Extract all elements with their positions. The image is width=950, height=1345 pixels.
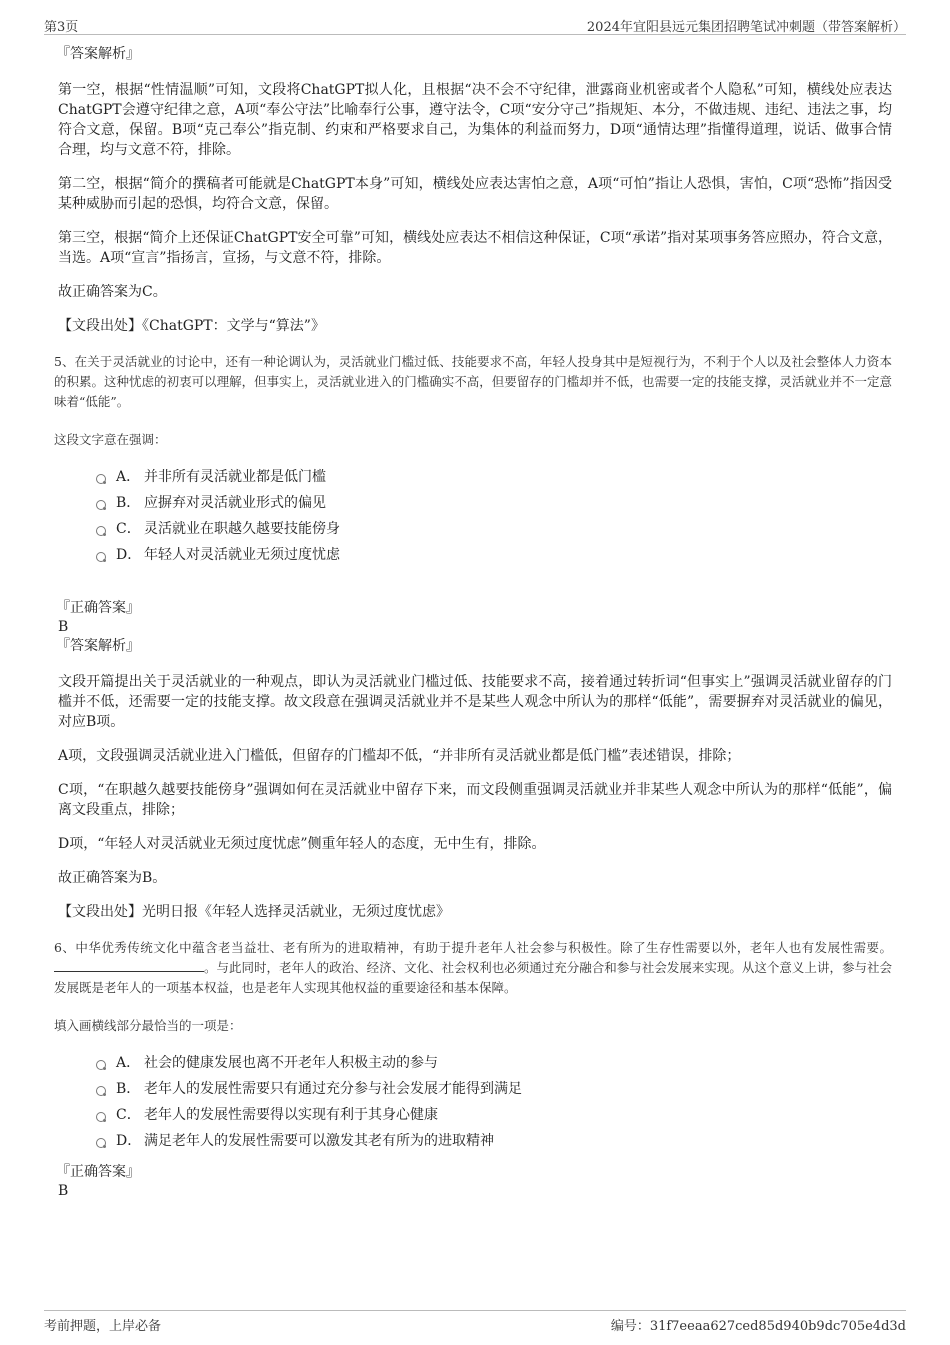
q4-conclusion: 故正确答案为C。 <box>58 284 167 300</box>
radio-icon[interactable] <box>96 500 106 510</box>
option-letter: B． <box>116 495 141 511</box>
option-letter: A． <box>116 469 141 485</box>
q5-source: 【文段出处】光明日报《年轻人选择灵活就业，无须过度忧虑》 <box>58 904 450 920</box>
q5-answer: B <box>58 619 69 635</box>
q5-analysis-paragraph-2: A项，文段强调灵活就业进入门槛低，但留存的门槛却不低，“并非所有灵活就业都是低门槛”表述错误，排除； <box>58 748 741 764</box>
option-text: 灵活就业在职越久越要技能傍身 <box>144 521 340 537</box>
q4-analysis-heading: 『答案解析』 <box>56 46 140 62</box>
q5-option-c[interactable] <box>96 516 892 542</box>
q4-analysis-paragraph-1: 第一空，根据“性情温顺”可知，文段将ChatGPT拟人化，且根据“决不会不守纪律，泄露商业机密或者个人隐私”可知，横线处应表达ChatGPT会遵守纪律之意，A项“奉公守法”比喻奉行公事，遵守法令，C项“安分守己”指规矩、本分，不做违规、违纪、违法之事，均符合文意，保留。B项“克己奉公”指克制、约束和严格要求自己，为集体的利益而努力，D项“通情达理”指懂得道理，说话、做事合情合理，均与文意不符，排除。 <box>58 82 892 158</box>
q5-conclusion: 故正确答案为B。 <box>58 870 167 886</box>
q5-analysis-heading: 『答案解析』 <box>56 638 140 654</box>
option-text: 老年人的发展性需要得以实现有利于其身心健康 <box>144 1107 438 1123</box>
option-text: 满足老年人的发展性需要可以激发其老有所为的进取精神 <box>144 1133 494 1149</box>
q5-option-b[interactable] <box>96 490 892 516</box>
q6-options <box>96 1050 892 1154</box>
q6-option-d[interactable] <box>96 1128 892 1154</box>
page-footer <box>44 1310 906 1337</box>
q4-source: 【文段出处】《ChatGPT：文学与“算法”》 <box>58 318 325 334</box>
option-text: 老年人的发展性需要只有通过充分参与社会发展才能得到满足 <box>144 1081 522 1097</box>
q5-analysis-paragraph-1: 文段开篇提出关于灵活就业的一种观点，即认为灵活就业门槛过低、技能要求不高，接着通过转折词“但事实上”强调灵活就业留存的门槛并不低，还需要一定的技能支撑。故文段意在强调灵活就业并不是某些人观念中所认为的那样“低能”，需要摒弃对灵活就业的偏见，对应B项。 <box>58 674 892 730</box>
option-text: 年轻人对灵活就业无须过度忧虑 <box>144 547 340 563</box>
option-text: 社会的健康发展也离不开老年人积极主动的参与 <box>144 1055 438 1071</box>
q6-stem-before: 6、中华优秀传统文化中蕴含老当益壮、老有所为的进取精神，有助于提升老年人社会参与积极性。除了生存性需要以外，老年人也有发展性需要。 <box>54 940 892 955</box>
radio-icon[interactable] <box>96 1060 106 1070</box>
q6-answer: B <box>58 1183 69 1199</box>
page-header <box>44 14 906 35</box>
option-letter: C． <box>116 1107 141 1123</box>
option-letter: A． <box>116 1055 141 1071</box>
answer-blank <box>54 959 204 972</box>
q5-prompt: 这段文字意在强调： <box>54 432 167 447</box>
radio-icon[interactable] <box>96 1086 106 1096</box>
q5-option-a[interactable] <box>96 464 892 490</box>
page-number: 第3页 <box>44 20 79 35</box>
footer-slogan: 考前押题，上岸必备 <box>44 1319 162 1334</box>
option-letter: D． <box>116 1133 142 1149</box>
option-letter: C． <box>116 521 141 537</box>
radio-icon[interactable] <box>96 526 106 536</box>
radio-icon[interactable] <box>96 1138 106 1148</box>
q6-option-c[interactable] <box>96 1102 892 1128</box>
q5-analysis-paragraph-4: D项，“年轻人对灵活就业无须过度忧虑”侧重年轻人的态度，无中生有，排除。 <box>58 836 546 852</box>
q6-option-b[interactable] <box>96 1076 892 1102</box>
q6-option-a[interactable] <box>96 1050 892 1076</box>
q4-analysis-paragraph-3: 第三空，根据“简介上还保证ChatGPT安全可靠”可知，横线处应表达不相信这种保证，C项“承诺”指对某项事务答应照办，符合文意，当选。A项“宣言”指扬言，宣扬，与文意不符，排除。 <box>58 230 892 266</box>
q4-analysis-paragraph-2: 第二空，根据“简介的撰稿者可能就是ChatGPT本身”可知，横线处应表达害怕之意，A项“可怕”指让人恐惧，害怕，C项“恐怖”指因受某种威胁而引起的恐惧，均符合文意，保留。 <box>58 176 892 212</box>
q6-prompt: 填入画横线部分最恰当的一项是： <box>54 1018 242 1033</box>
document-code: 编号：31f7eeaa627ced85d940b9dc705e4d3d <box>610 1319 906 1334</box>
option-text: 应摒弃对灵活就业形式的偏见 <box>144 495 326 511</box>
radio-icon[interactable] <box>96 474 106 484</box>
q5-analysis-paragraph-3: C项，“在职越久越要技能傍身”强调如何在灵活就业中留存下来，而文段侧重强调灵活就业并非某些人观念中所认为的那样“低能”，偏离文段重点，排除； <box>58 782 892 818</box>
q5-stem: 5、在关于灵活就业的讨论中，还有一种论调认为，灵活就业门槛过低、技能要求不高，年轻人投身其中是短视行为，不利于个人以及社会整体人力资本的积累。这种忧虑的初衷可以理解，但事实上，灵活就业进入的门槛确实不高，但要留存的门槛却并不低，也需要一定的技能支撑，灵活就业并不一定意味着“低能”。 <box>54 354 892 409</box>
option-letter: B． <box>116 1081 141 1097</box>
option-text: 并非所有灵活就业都是低门槛 <box>144 469 326 485</box>
radio-icon[interactable] <box>96 1112 106 1122</box>
q6-stem-after: 。与此同时，老年人的政治、经济、文化、社会权利也必须通过充分融合和参与社会发展来实现。从这个意义上讲，参与社会发展既是老年人的一项基本权益，也是老年人实现其他权益的重要途径和基本保障。 <box>54 960 892 995</box>
radio-icon[interactable] <box>96 552 106 562</box>
q5-options <box>96 464 892 568</box>
document-title: 2024年宜阳县远元集团招聘笔试冲刺题（带答案解析） <box>586 20 906 35</box>
q5-option-d[interactable] <box>96 542 892 568</box>
page-content <box>56 44 892 1200</box>
q5-answer-heading: 『正确答案』 <box>56 600 140 616</box>
q6-answer-heading: 『正确答案』 <box>56 1164 140 1180</box>
option-letter: D． <box>116 547 142 563</box>
q6-stem <box>54 938 892 998</box>
